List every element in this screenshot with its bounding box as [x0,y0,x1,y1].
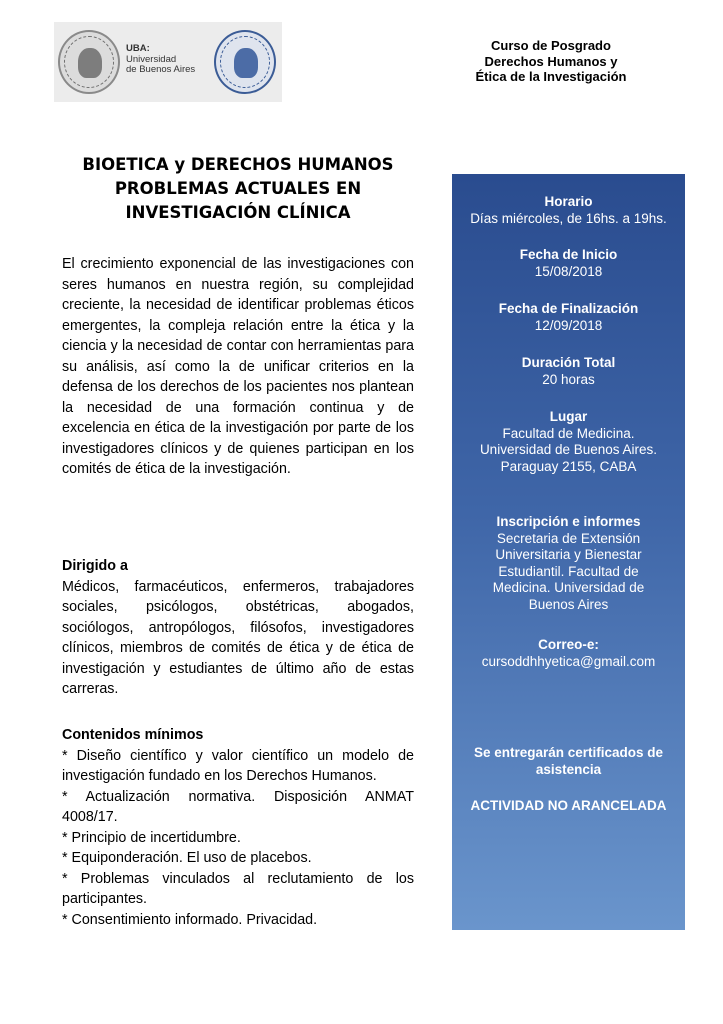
registration-line3: Estudiantil. Facultad de [498,563,639,579]
free-activity-note: ACTIVIDAD NO ARANCELADA [470,798,667,813]
course-title-line3: Ética de la Investigación [475,69,627,84]
end-date-value: 12/09/2018 [534,317,603,333]
end-date-block [452,301,685,334]
registration-line4: Medicina. Universidad de [492,580,645,595]
duration-block [452,355,685,388]
contents-item: * Principio de incertidumbre. [62,829,241,846]
duration-value: 20 horas [542,371,595,387]
intro-paragraph: El crecimiento exponencial de las investigaciones con seres humanos en nuestra región, su complejidad creciente, la necesidad de identificar problemas éticos emergentes, la compleja relación entre la ética y la ciencia y la necesidad de contar con herramientas para su análisis, así como la de unificar criterios en la defensa de los derechos de los pacientes nos plantean la necesidad de una formación continua y de excelencia en ética de la investigación por parte de los investigadores clínicos y de quienes participan en los comités de ética de la investigación. [62,256,414,477]
certificates-note [452,745,685,778]
page-title-line1: BIOETICA y DERECHOS HUMANOS [82,155,394,174]
contents-heading: Contenidos mínimos [62,727,204,743]
audience-heading: Dirigido a [62,558,128,574]
registration-heading: Inscripción e informes [496,514,641,529]
contents-item: * Consentimiento informado. Privacidad. [62,911,318,928]
faculty-medicine-seal-logo [214,30,276,94]
page-title-line2: PROBLEMAS ACTUALES EN [114,179,362,198]
registration-line5: Buenos Aires [528,596,609,612]
registration-line2: Universitaria y Bienestar [495,547,642,562]
certificates-line1: Se entregarán certificados de [473,745,664,760]
schedule-block [452,194,685,227]
registration-block [452,514,685,613]
uba-seal-logo [58,30,120,94]
registration-line1: Secretaria de Extensión [496,530,641,546]
start-date-value: 15/08/2018 [534,263,603,279]
contents-item: * Actualización normativa. Disposición ANMAT 4008/17. [62,788,414,825]
audience-section [62,556,414,700]
duration-heading: Duración Total [521,355,616,370]
location-line2: Universidad de Buenos Aires. [479,442,658,457]
schedule-value: Días miércoles, de 16hs. a 19hs. [470,210,667,226]
start-date-block [452,247,685,280]
contents-section [62,725,414,930]
contents-item: * Diseño científico y valor científico un modelo de investigación fundado en los Derechos Humanos. [62,747,414,784]
page-title [62,153,414,225]
uba-wordmark-line3: de Buenos Aires [126,64,196,75]
uba-wordmark-line2: Universidad [126,53,177,65]
audience-text: Médicos, farmacéuticos, enfermeros, trabajadores sociales, psicólogos, obstétricas, abogados, sociólogos, antropólogos, filósofos, investigadores clínicos, miembros de comités de ética y de ética de investigación y estudiantes de último año de estas carreras. [62,578,414,697]
info-sidebar [452,174,685,930]
email-address[interactable]: cursoddhhyetica@gmail.com [481,653,656,669]
course-title-line2: Derechos Humanos y [484,53,618,69]
location-heading: Lugar [549,409,588,424]
uba-wordmark [126,44,195,76]
uba-wordmark-line1: UBA: [126,43,150,54]
location-block [452,409,685,475]
schedule-heading: Horario [544,194,593,209]
email-block [452,637,685,670]
course-title [440,38,662,85]
course-title-line1: Curso de Posgrado [491,38,611,53]
contents-item: * Equiponderación. El uso de placebos. [62,850,312,866]
contents-item: * Problemas vinculados al reclutamiento de los participantes. [62,870,414,907]
page-title-line3: INVESTIGACIÓN CLÍNICA [125,203,351,222]
email-heading: Correo-e: [538,637,599,652]
certificates-line2: asistencia [535,761,602,777]
location-line3: Paraguay 2155, CABA [500,458,637,474]
start-date-heading: Fecha de Inicio [519,247,618,262]
logo-banner [54,22,282,102]
location-line1: Facultad de Medicina. [502,425,635,441]
end-date-heading: Fecha de Finalización [498,301,639,316]
